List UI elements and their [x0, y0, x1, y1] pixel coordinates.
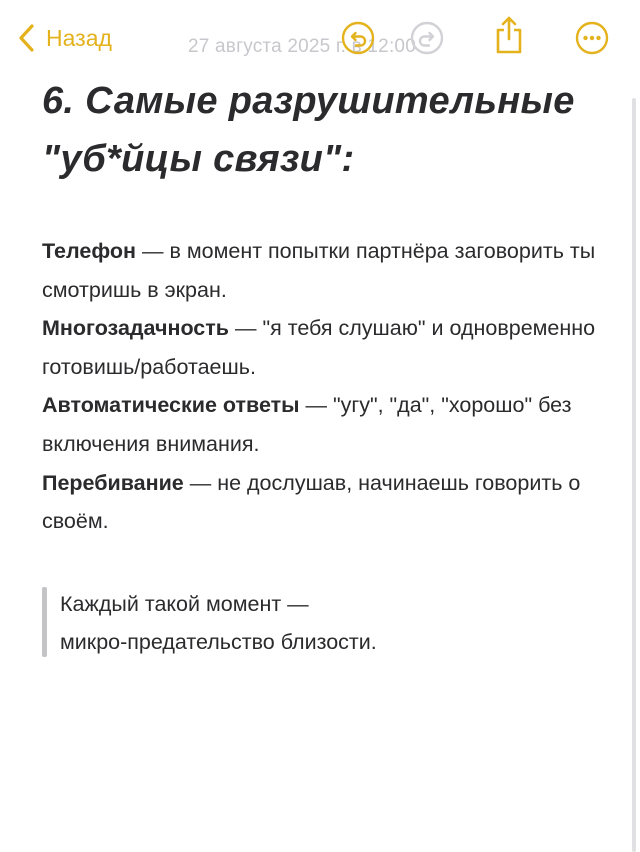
item-term-multitasking: Многозадачность [42, 316, 230, 341]
item-text-phone: — в момент попытки партнёра заговорить ты смотришь в экран. [42, 239, 596, 302]
item-term-phone: Телефон [42, 239, 136, 263]
quote-bar [42, 587, 47, 657]
back-button[interactable] [16, 20, 112, 56]
note-date: 27 августа 2025 г. в 12:00 [188, 36, 416, 57]
undo-icon [341, 21, 375, 55]
block-quote [42, 585, 622, 662]
quote-line-2: микро-предательство близости. [60, 630, 377, 655]
title-line-1: 6. Самые разрушительные [42, 80, 575, 122]
share-icon [494, 15, 524, 55]
chevron-left-icon [16, 22, 38, 54]
item-term-auto-replies: Автоматические ответы [42, 393, 300, 418]
redo-button[interactable] [409, 20, 445, 56]
title-line-2: "уб*йцы связи": [42, 138, 355, 180]
scrollbar[interactable] [632, 98, 636, 852]
back-label: Назад [46, 24, 112, 51]
navigation-bar [0, 0, 640, 76]
redo-icon [410, 21, 444, 55]
item-text-auto-replies: — "угу", "да", "хорошо" без включения внимания. [42, 393, 572, 456]
item-text-multitasking: — "я тебя слушаю" и одновременно готовишь/работаешь. [42, 316, 596, 379]
more-icon [575, 21, 609, 55]
note-paragraph [42, 232, 622, 541]
quote-line-1: Каждый такой момент — [60, 591, 309, 616]
more-button[interactable] [574, 20, 610, 56]
note-body[interactable] [42, 72, 622, 662]
note-title [42, 72, 622, 188]
share-button[interactable] [491, 14, 527, 56]
item-text-interrupting: — не дослушав, начинаешь говорить о своём. [42, 470, 581, 534]
item-term-interrupting: Перебивание [42, 470, 184, 495]
undo-button[interactable] [340, 20, 376, 56]
